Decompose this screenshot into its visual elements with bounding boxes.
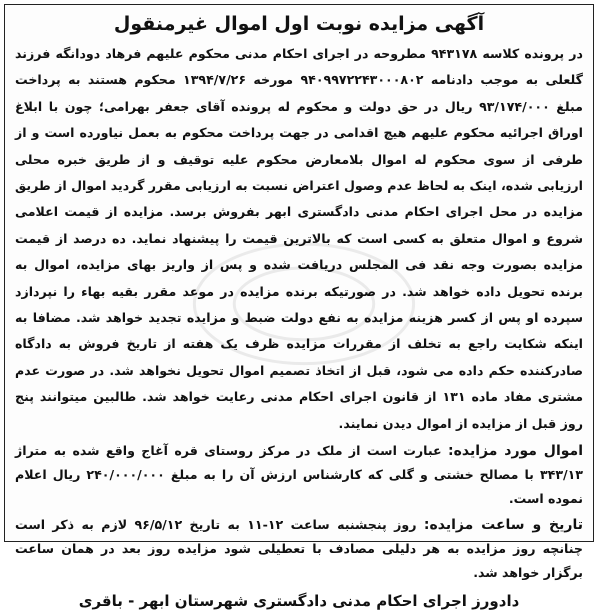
property-label: اموال مورد مزایده:: [448, 443, 583, 460]
notice-title: آگهی مزایده نوبت اول اموال غیرمنقول: [113, 13, 485, 35]
date-description: روز پنجشنبه ساعت ۱۲-۱۱ به تاریخ ۹۶/۵/۱۲ لازم به ذکر است چنانچه روز مزایده به هر دلیلی مصادف با تعطیلی شود مزایده روز بعد در همان ساعت برگزار خواهد شد.: [15, 517, 583, 581]
notice-frame: [4, 4, 594, 611]
date-section: [15, 513, 583, 585]
property-description: عبارت است از ملک در مرکز روستای قره آغاج واقع شده به متراژ ۳۴۳/۱۳ با مصالح خشتی و گلی که کارشناس ارزش آن را به مبلغ ۲۴۰/۰۰۰/۰۰۰ ریال اعلام نموده است.: [15, 443, 583, 507]
signature-line: دادورز اجرای احکام مدنی دادگستری شهرستان ابهر - باقری: [78, 592, 520, 611]
auction-notice: [5, 5, 593, 613]
date-label: تاریخ و ساعت مزایده:: [423, 517, 583, 534]
notice-body: در پرونده کلاسه ۹۴۳۱۷۸ مطروحه در اجرای احکام مدنی محکوم علیهم فرهاد دودانگه فرزند گلعلی به موجب دادنامه ۹۴۰۹۹۷۲۲۴۳۰۰۰۸۰۲ مورخه ۱۳۹۴/۷/۲۶ محکوم هستند به پرداخت مبلغ ۹۳/۱۷۴/۰۰۰ ریال در حق دولت و محکوم له پرونده آقای جعفر بهرامی؛ چون با ابلاغ اوراق اجرائیه محکوم علیهم هیچ اقدامی در جهت پرداخت محکوم به بعمل نیاورده است و از طرفی از سوی محکوم له اموال بلامعارض محکوم علیه توقیف و از طریق خبره محلی ارزیابی شده، اینک به لحاظ عدم وصول اعتراض نسبت به ارزیابی مقرر گردید اموال از طریق مزایده در محل اجرای احکام مدنی دادگستری ابهر بفروش برسد. مزایده از قیمت اعلامی شروع و اموال متعلق به کسی است که بالاترین قیمت را پیشنهاد نماید. ده درصد از قیمت مزایده بصورت وجه نقد فی المجلس دریافت شده و پس از واریز بهای مزایده، اموال به برنده تحویل داده خواهد شد. در صورتیکه برنده مزایده در موعد مقرر بقیه بهاء را نپردازد سپرده او پس از کسر هزینه مزایده به نفع دولت ضبط و مزایده تجدید خواهد شد. مضافا به اینکه شکایت راجع به تخلف از مقررات مزایده ظرف یک هفته از تاریخ فروش به دادگاه صادرکننده حکم داده می شود، قبل از اتخاذ تصمیم اموال تحویل نخواهد شد. در صورت عدم مشتری مفاد ماده ۱۳۱ از قانون اجرای احکام مدنی رعایت خواهد شد. طالبین میتوانند پنج روز قبل از مزایده از اموال دیدن نمایند.: [15, 46, 583, 431]
property-section: [15, 439, 583, 511]
